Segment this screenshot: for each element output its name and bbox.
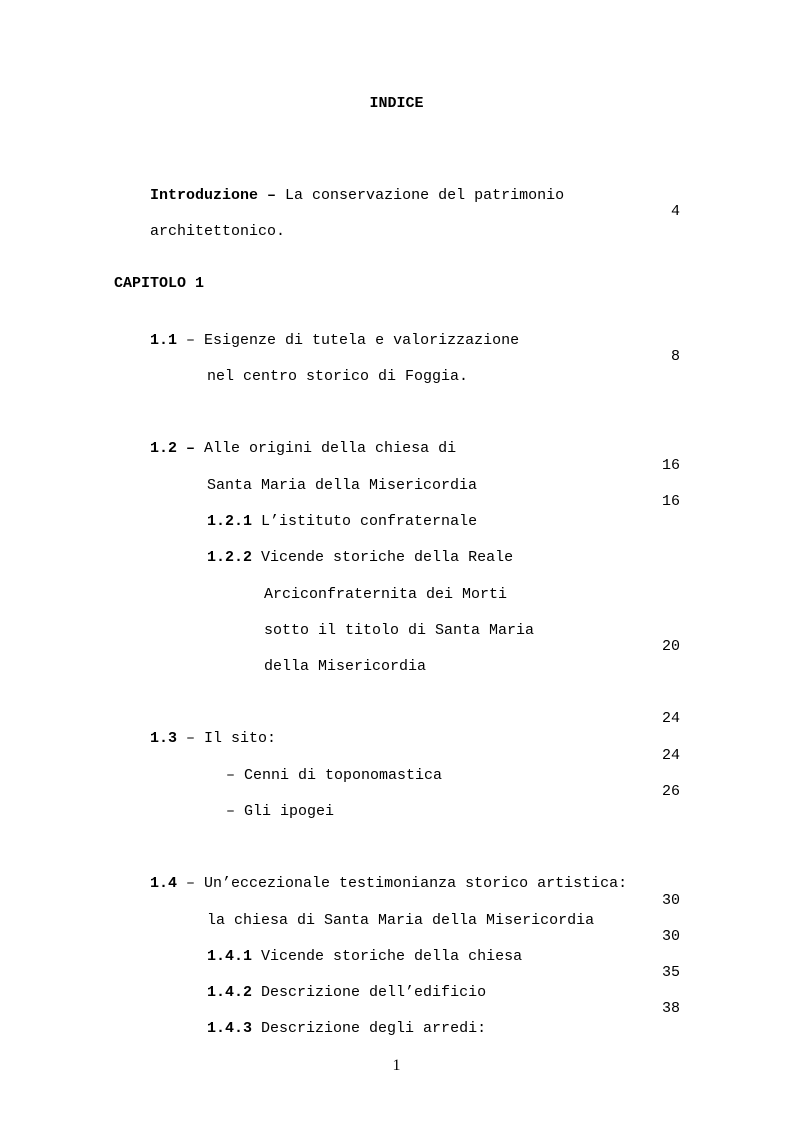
toc-text: nel centro storico di Foggia.	[207, 368, 469, 385]
toc-text: L’istituto confraternale	[252, 513, 478, 530]
toc-page-number: 38	[661, 1000, 680, 1017]
toc-text: Vicende storiche della chiesa	[252, 948, 523, 965]
toc-number: 1.2.2	[207, 549, 253, 566]
toc-text: della Misericordia	[264, 658, 427, 675]
toc-text: – Cenni di toponomastica	[226, 767, 443, 784]
toc-subentry	[190, 746, 680, 784]
toc-entry-intro	[114, 166, 680, 204]
toc-entry-1-4	[114, 854, 680, 892]
toc-entry-1-1-cont	[171, 347, 680, 385]
toc-text: Vicende storiche della Reale	[252, 549, 514, 566]
toc-text: – Esigenze di tutela e valorizzazione	[177, 332, 520, 349]
toc-page-number: 20	[661, 638, 680, 655]
toc-number: 1.2.1	[207, 513, 253, 530]
page-title: INDICE	[369, 95, 424, 112]
toc-entry-1-2-2-cont	[228, 565, 680, 603]
toc-page-number: 24	[661, 747, 680, 764]
toc-page-number: 16	[661, 493, 680, 510]
toc-page-number: 8	[670, 348, 680, 365]
toc-number: 1.2 –	[150, 440, 196, 457]
toc-text: la chiesa di Santa Maria della Misericordia	[207, 912, 595, 929]
toc-page-number: 26	[661, 783, 680, 800]
toc-entry-1-2-2-cont	[228, 637, 680, 675]
toc-text: architettonico.	[150, 223, 286, 240]
toc-subentry	[190, 782, 680, 820]
toc-page-number: 35	[661, 964, 680, 981]
toc-text: sotto il titolo di Santa Maria	[264, 622, 535, 639]
toc-number: 1.4.2	[207, 984, 253, 1001]
toc-entry-1-2-2	[171, 528, 680, 566]
toc-text: La conservazione del patrimonio	[276, 187, 565, 204]
toc-number: 1.4	[150, 875, 178, 892]
toc-entry-1-2-cont	[171, 456, 680, 494]
toc-entry-1-2	[114, 419, 680, 457]
chapter-heading: CAPITOLO 1	[114, 275, 205, 292]
page-footer-number: 1	[392, 1057, 401, 1074]
toc-page-number: 4	[670, 203, 680, 220]
toc-entry-1-3	[114, 709, 680, 747]
toc-text: – Il sito:	[177, 730, 277, 747]
toc-entry-1-2-1	[171, 492, 680, 530]
toc-text: Santa Maria della Misericordia	[207, 477, 478, 494]
toc-entry-1-4-3	[171, 999, 680, 1037]
toc-text: Descrizione degli arredi:	[252, 1020, 487, 1037]
toc-text: Alle origini della chiesa di	[195, 440, 457, 457]
toc-entry-1-2-2-cont	[228, 601, 680, 639]
toc-text: – Un’eccezionale testimonianza storico artistica:	[177, 875, 628, 892]
toc-entry-1-4-cont	[171, 891, 680, 929]
toc-number: 1.3	[150, 730, 178, 747]
toc-label: Introduzione –	[150, 187, 277, 204]
toc-text: Descrizione dell’edificio	[252, 984, 487, 1001]
toc-page-number: 30	[661, 892, 680, 909]
toc-number: 1.1	[150, 332, 178, 349]
toc-page-number: 24	[661, 710, 680, 727]
toc-number: 1.4.1	[207, 948, 253, 965]
toc-text: Arciconfraternita dei Morti	[264, 586, 508, 603]
toc-page-number: 16	[661, 457, 680, 474]
toc-number: 1.4.3	[207, 1020, 253, 1037]
toc-page-number: 30	[661, 928, 680, 945]
toc-entry-1-4-1	[171, 927, 680, 965]
toc-text: – Gli ipogei	[226, 803, 335, 820]
toc-entry-1-1	[114, 311, 680, 349]
toc-entry-1-4-2	[171, 963, 680, 1001]
toc-entry-intro-cont	[114, 202, 680, 240]
